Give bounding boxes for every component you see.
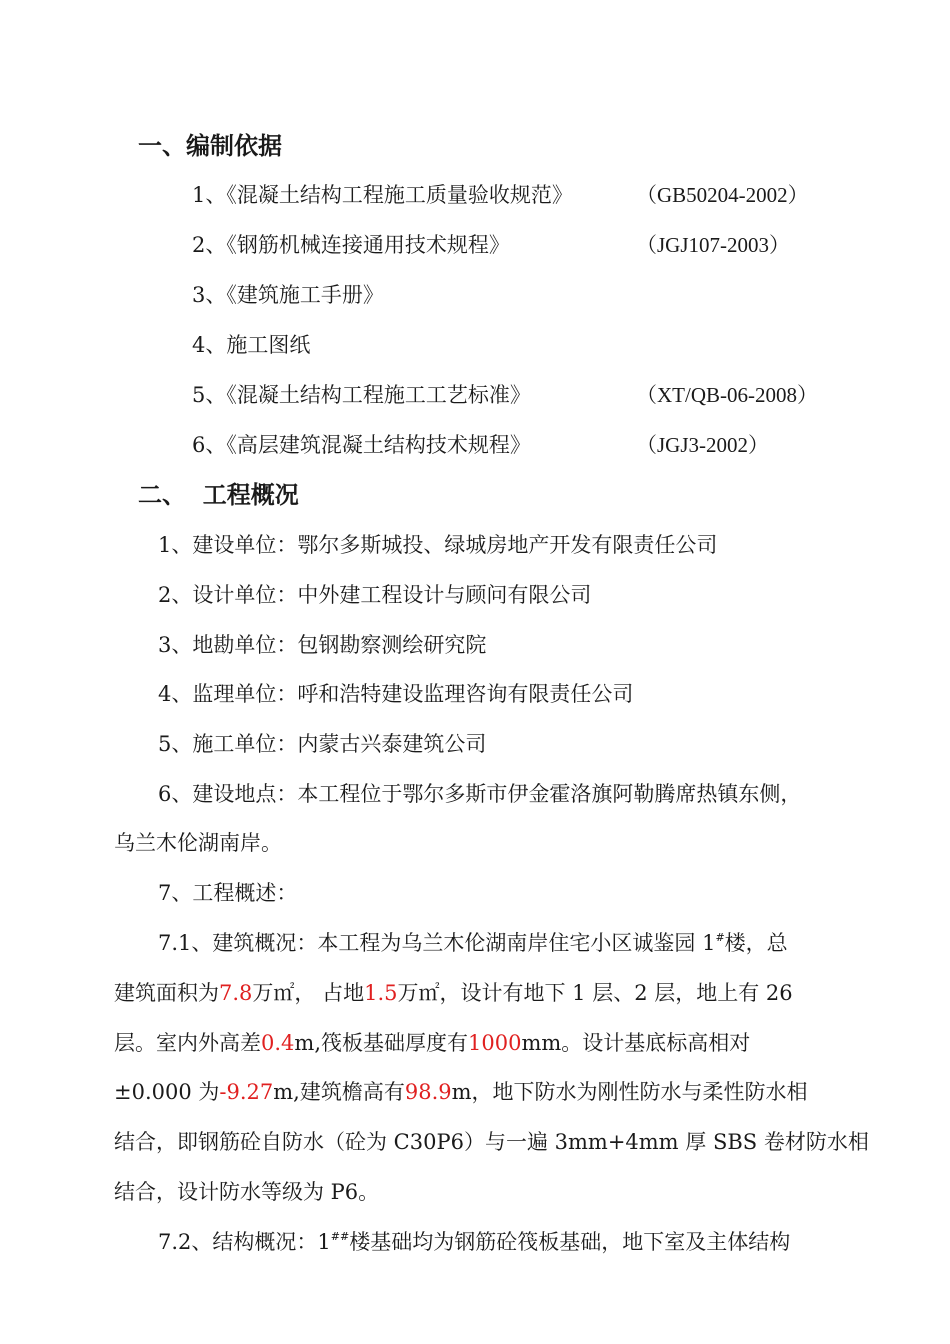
reference-item: 5、《混凝土结构工程施工工艺标准》 xyxy=(192,383,531,407)
reference-item: 4、施工图纸 xyxy=(192,333,311,357)
reference-code: （GB50204-2002） xyxy=(636,183,809,207)
building-overview-line-5: 结合，即钢筋砼自防水（砼为 C30P6）与一遍 3mm+4mm 厚 SBS 卷材防水相 xyxy=(114,1130,869,1154)
total-area-value: 7.8 xyxy=(219,981,253,1005)
eave-height-value: 98.9 xyxy=(404,1080,452,1104)
building-number-mark: ## xyxy=(330,1230,350,1243)
project-info-item: 5、施工单位：内蒙古兴泰建筑公司 xyxy=(158,732,487,756)
reference-code: （JGJ3-2002） xyxy=(636,433,770,457)
building-overview-line-6: 结合，设计防水等级为 P6。 xyxy=(114,1180,380,1204)
raft-thickness-value: 1000 xyxy=(468,1031,522,1055)
reference-item: 2、《钢筋机械连接通用技术规程》 xyxy=(192,233,510,257)
reference-code: （XT/QB-06-2008） xyxy=(636,383,818,407)
building-overview-line-2: 建筑面积为7.8万㎡， 占地1.5万㎡，设计有地下 1 层、2 层，地上有 26 xyxy=(114,981,793,1005)
building-overview-line-1: 7.1、建筑概况：本工程为乌兰木伦湖南岸住宅小区诚鉴园 1#楼，总 xyxy=(158,931,788,955)
project-info-item: 4、监理单位：呼和浩特建设监理咨询有限责任公司 xyxy=(158,682,634,706)
project-info-item: 1、建设单位：鄂尔多斯城投、绿城房地产开发有限责任公司 xyxy=(158,533,718,557)
building-overview-line-3: 层。室内外高差0.4m,筏板基础厚度有1000mm。设计基底标高相对 xyxy=(114,1031,751,1055)
building-overview-line-4: ±0.000 为-9.27m,建筑檐高有98.9m，地下防水为刚性防水与柔性防水相 xyxy=(114,1080,808,1104)
reference-item: 1、《混凝土结构工程施工质量验收规范》 xyxy=(192,183,573,207)
location-line-2: 乌兰木伦湖南岸。 xyxy=(114,831,282,855)
structure-overview-line-1: 7.2、结构概况：1##楼基础均为钢筋砼筏板基础，地下室及主体结构 xyxy=(158,1230,791,1254)
section-heading-basis: 一、编制依据 xyxy=(138,132,282,160)
project-info-item: 3、地勘单位：包钢勘察测绘研究院 xyxy=(158,633,487,657)
location-line-1: 6、建设地点：本工程位于鄂尔多斯市伊金霍洛旗阿勒腾席热镇东侧， xyxy=(158,782,802,806)
reference-item: 3、《建筑施工手册》 xyxy=(192,283,384,307)
project-info-item: 2、设计单位：中外建工程设计与顾问有限公司 xyxy=(158,583,592,607)
overview-title: 7、工程概述： xyxy=(158,881,298,905)
reference-item: 6、《高层建筑混凝土结构技术规程》 xyxy=(192,433,531,457)
reference-code: （JGJ107-2003） xyxy=(636,233,791,257)
building-number-mark: # xyxy=(715,931,725,944)
section-heading-overview: 二、 工程概况 xyxy=(138,481,299,509)
land-area-value: 1.5 xyxy=(364,981,398,1005)
base-level-value: -9.27 xyxy=(219,1080,274,1104)
height-difference-value: 0.4 xyxy=(261,1031,295,1055)
